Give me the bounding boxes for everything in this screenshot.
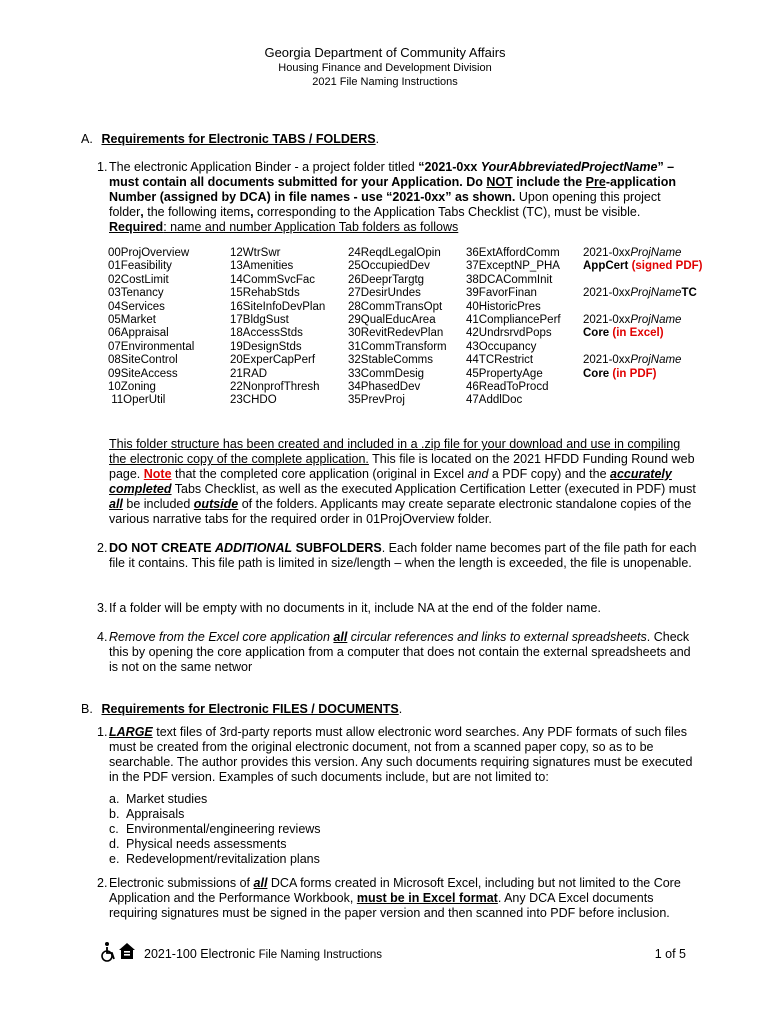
- note-label: Note: [143, 467, 172, 481]
- item-a1: [97, 160, 697, 235]
- folder-structure-note: This folder structure has been created and included in a .zip file for your download and use in compiling the electronic copy of the complete application. This file is located on the 2021 HFDD Funding Round web page. Note that the completed core application (original in Excel and a PDF copy) and the accurately completed Tabs Checklist, as well as the executed Application Certification Letter (executed in PDF) must all be included outside of the folders. Applicants may create separate electronic standalone copies of the various narrative tabs for the required order in 01ProjOverview folder.: [109, 437, 696, 526]
- file-core-excel-name: 2021-0xxProjName: [583, 314, 682, 327]
- folder-name: 42UndrsrvdPops: [466, 327, 552, 340]
- wheelchair-icon: [102, 942, 114, 961]
- folder-name: 14CommSvcFac: [230, 273, 315, 286]
- folder-name: 30RevitRedevPlan: [348, 327, 444, 340]
- section-letter: A.: [81, 132, 93, 146]
- item-a2: [97, 541, 697, 571]
- item-text: If a folder will be empty with no documents in it, include NA at the end of the folder name.: [109, 601, 601, 615]
- folder-name: 21RAD: [230, 367, 268, 380]
- folder-name: 12WtrSwr: [230, 247, 281, 259]
- folder-name: 19DesignStds: [230, 340, 302, 353]
- list-item: a. Market studies: [109, 792, 208, 806]
- header-division: Housing Finance and Development Division: [278, 62, 492, 74]
- item-b2: [97, 876, 697, 921]
- section-title: Requirements for Electronic TABS / FOLDERS: [101, 132, 376, 146]
- item-text: Electronic submissions of all DCA forms created in Microsoft Excel, including but not limited to the Core Application and the Performance Workbook, must be in Excel format. Any DCA Excel documents requiring signatures must be signed in the paper version and then scanned into PDF before inclusion.: [109, 876, 681, 920]
- section-letter: B.: [81, 702, 93, 716]
- file-column: [583, 247, 702, 381]
- folder-name: 17BldgSust: [230, 314, 289, 327]
- folder-name: 11OperUtil: [108, 394, 166, 407]
- folder-name: 40HistoricPres: [466, 300, 541, 313]
- folder-name: 23CHDO: [230, 394, 277, 407]
- item-b1: [97, 725, 697, 785]
- folder-column-2: [230, 247, 325, 408]
- page-number: 1 of 5: [654, 947, 686, 961]
- folder-name: 07Environmental: [108, 340, 195, 353]
- footer-logos: [100, 941, 136, 966]
- file-appcert-label: AppCert (signed PDF): [583, 260, 703, 273]
- folder-name: 06Appraisal: [108, 327, 169, 340]
- folder-name: 39FavorFinan: [466, 287, 537, 300]
- folder-name: 44TCRestrict: [466, 354, 534, 367]
- file-core-pdf-label: Core (in PDF): [583, 367, 657, 380]
- folder-name: 22NonprofThresh: [230, 381, 320, 394]
- folder-name: 13Amenities: [230, 260, 294, 273]
- item-a4: [97, 630, 697, 675]
- list-item: b. Appraisals: [109, 807, 185, 821]
- list-item: c. Environmental/engineering reviews: [109, 822, 321, 836]
- folder-name: 38DCACommInit: [466, 273, 553, 286]
- folder-column-3: [348, 247, 447, 408]
- file-core-excel-label: Core (in Excel): [583, 327, 664, 340]
- folder-name: 05Market: [108, 314, 156, 327]
- folder-name: 18AccessStds: [230, 327, 303, 340]
- folder-name: 01Feasibility: [108, 260, 172, 273]
- folder-name: 35PrevProj: [348, 394, 405, 407]
- list-item: d. Physical needs assessments: [109, 837, 287, 851]
- item-text: DO NOT CREATE ADDITIONAL SUBFOLDERS. Each folder name becomes part of the file path for each file it contains. This file path is limited in size/length – when the length is exceeded, the file is unopenable.: [109, 541, 697, 570]
- examples-list: [109, 792, 321, 867]
- header-doc-title: 2021 File Naming Instructions: [312, 76, 458, 88]
- folder-column-1: [108, 247, 194, 408]
- folder-name: 24ReqdLegalOpin: [348, 247, 441, 259]
- folder-name: 45PropertyAge: [466, 367, 543, 380]
- file-tc: 2021-0xxProjNameTC: [583, 287, 697, 300]
- item-number: 4.: [97, 630, 108, 644]
- folder-name: 09SiteAccess: [108, 367, 178, 380]
- folder-column-4: [466, 247, 561, 408]
- folder-name: 16SiteInfoDevPlan: [230, 300, 326, 313]
- folder-name: 20ExperCapPerf: [230, 354, 316, 367]
- file-appcert-name: 2021-0xxProjName: [583, 247, 682, 259]
- folder-name: 46ReadToProcd: [466, 381, 549, 394]
- folder-name: 27DesirUndes: [348, 287, 421, 300]
- file-core-pdf-name: 2021-0xxProjName: [583, 354, 682, 367]
- section-title: Requirements for Electronic FILES / DOCUMENTS: [101, 702, 399, 716]
- folder-name: 41CompliancePerf: [466, 314, 561, 327]
- header-agency: Georgia Department of Community Affairs: [264, 45, 506, 60]
- section-a-heading: A. Requirements for Electronic TABS / FOLDERS.: [81, 132, 380, 146]
- folder-name: 37ExceptNP_PHA: [466, 260, 560, 273]
- folder-name: 31CommTransform: [348, 340, 447, 353]
- folder-name: 08SiteControl: [108, 354, 178, 367]
- required-label: Required: [109, 220, 164, 234]
- list-item: e. Redevelopment/revitalization plans: [109, 852, 320, 866]
- folder-name: 29QualEducArea: [348, 314, 436, 327]
- folder-name: 43Occupancy: [466, 340, 537, 353]
- folder-name: 26DeeprTargtg: [348, 273, 425, 286]
- folder-name: 47AddlDoc: [466, 394, 523, 407]
- folder-name: 34PhasedDev: [348, 381, 421, 394]
- folder-name: 25OccupiedDev: [348, 260, 430, 273]
- section-b-heading: B. Requirements for Electronic FILES / DOCUMENTS.: [81, 702, 403, 716]
- item-number: 1.: [97, 725, 108, 739]
- folder-name: 00ProjOverview: [108, 247, 190, 259]
- item-number: 2.: [97, 541, 108, 555]
- folder-name: 15RehabStds: [230, 287, 300, 300]
- item-a3: [97, 601, 697, 616]
- equal-housing-icon: [119, 943, 135, 959]
- folder-name: 03Tenancy: [108, 287, 164, 300]
- item-text: LARGE text files of 3rd-party reports must allow electronic word searches. Any PDF formats of such files must be created from the original electronic document, not from a scanned paper copy, so as to be searchable. The author provides this version. Any such documents requiring signatures must be executed in the PDF version. Examples of such documents include, but are not limited to:: [109, 725, 693, 784]
- item-number: 2.: [97, 876, 108, 890]
- folder-name: 04Services: [108, 300, 165, 313]
- item-text: Remove from the Excel core application all circular references and links to external spreadsheets. Check this by opening the core application from a computer that does not contain the external spreadsheets and is not on the same networ: [109, 630, 691, 674]
- footer-title: 2021-100 Electronic File Naming Instructions: [144, 947, 383, 961]
- folder-name: 28CommTransOpt: [348, 300, 443, 313]
- folder-name: 32StableComms: [348, 354, 434, 367]
- folder-name: 10Zoning: [108, 381, 156, 394]
- item-number: 3.: [97, 601, 108, 615]
- folder-name: 36ExtAffordComm: [466, 247, 560, 259]
- folder-name: 02CostLimit: [108, 273, 169, 286]
- item-number: 1.: [97, 160, 108, 174]
- folder-name: 33CommDesig: [348, 367, 425, 380]
- item-text: The electronic Application Binder - a project folder titled “2021-0xx YourAbbreviatedProjectName” – must contain all documents submitted for your Application. Do NOT include the Pre-application Number (assigned by DCA) in file names - use “2021-0xx” as shown. Upon opening this project folder, the following items, corresponding to the Application Tabs Checklist (TC), must be visible. Required: name and number Application Tab folders as follows: [109, 160, 676, 234]
